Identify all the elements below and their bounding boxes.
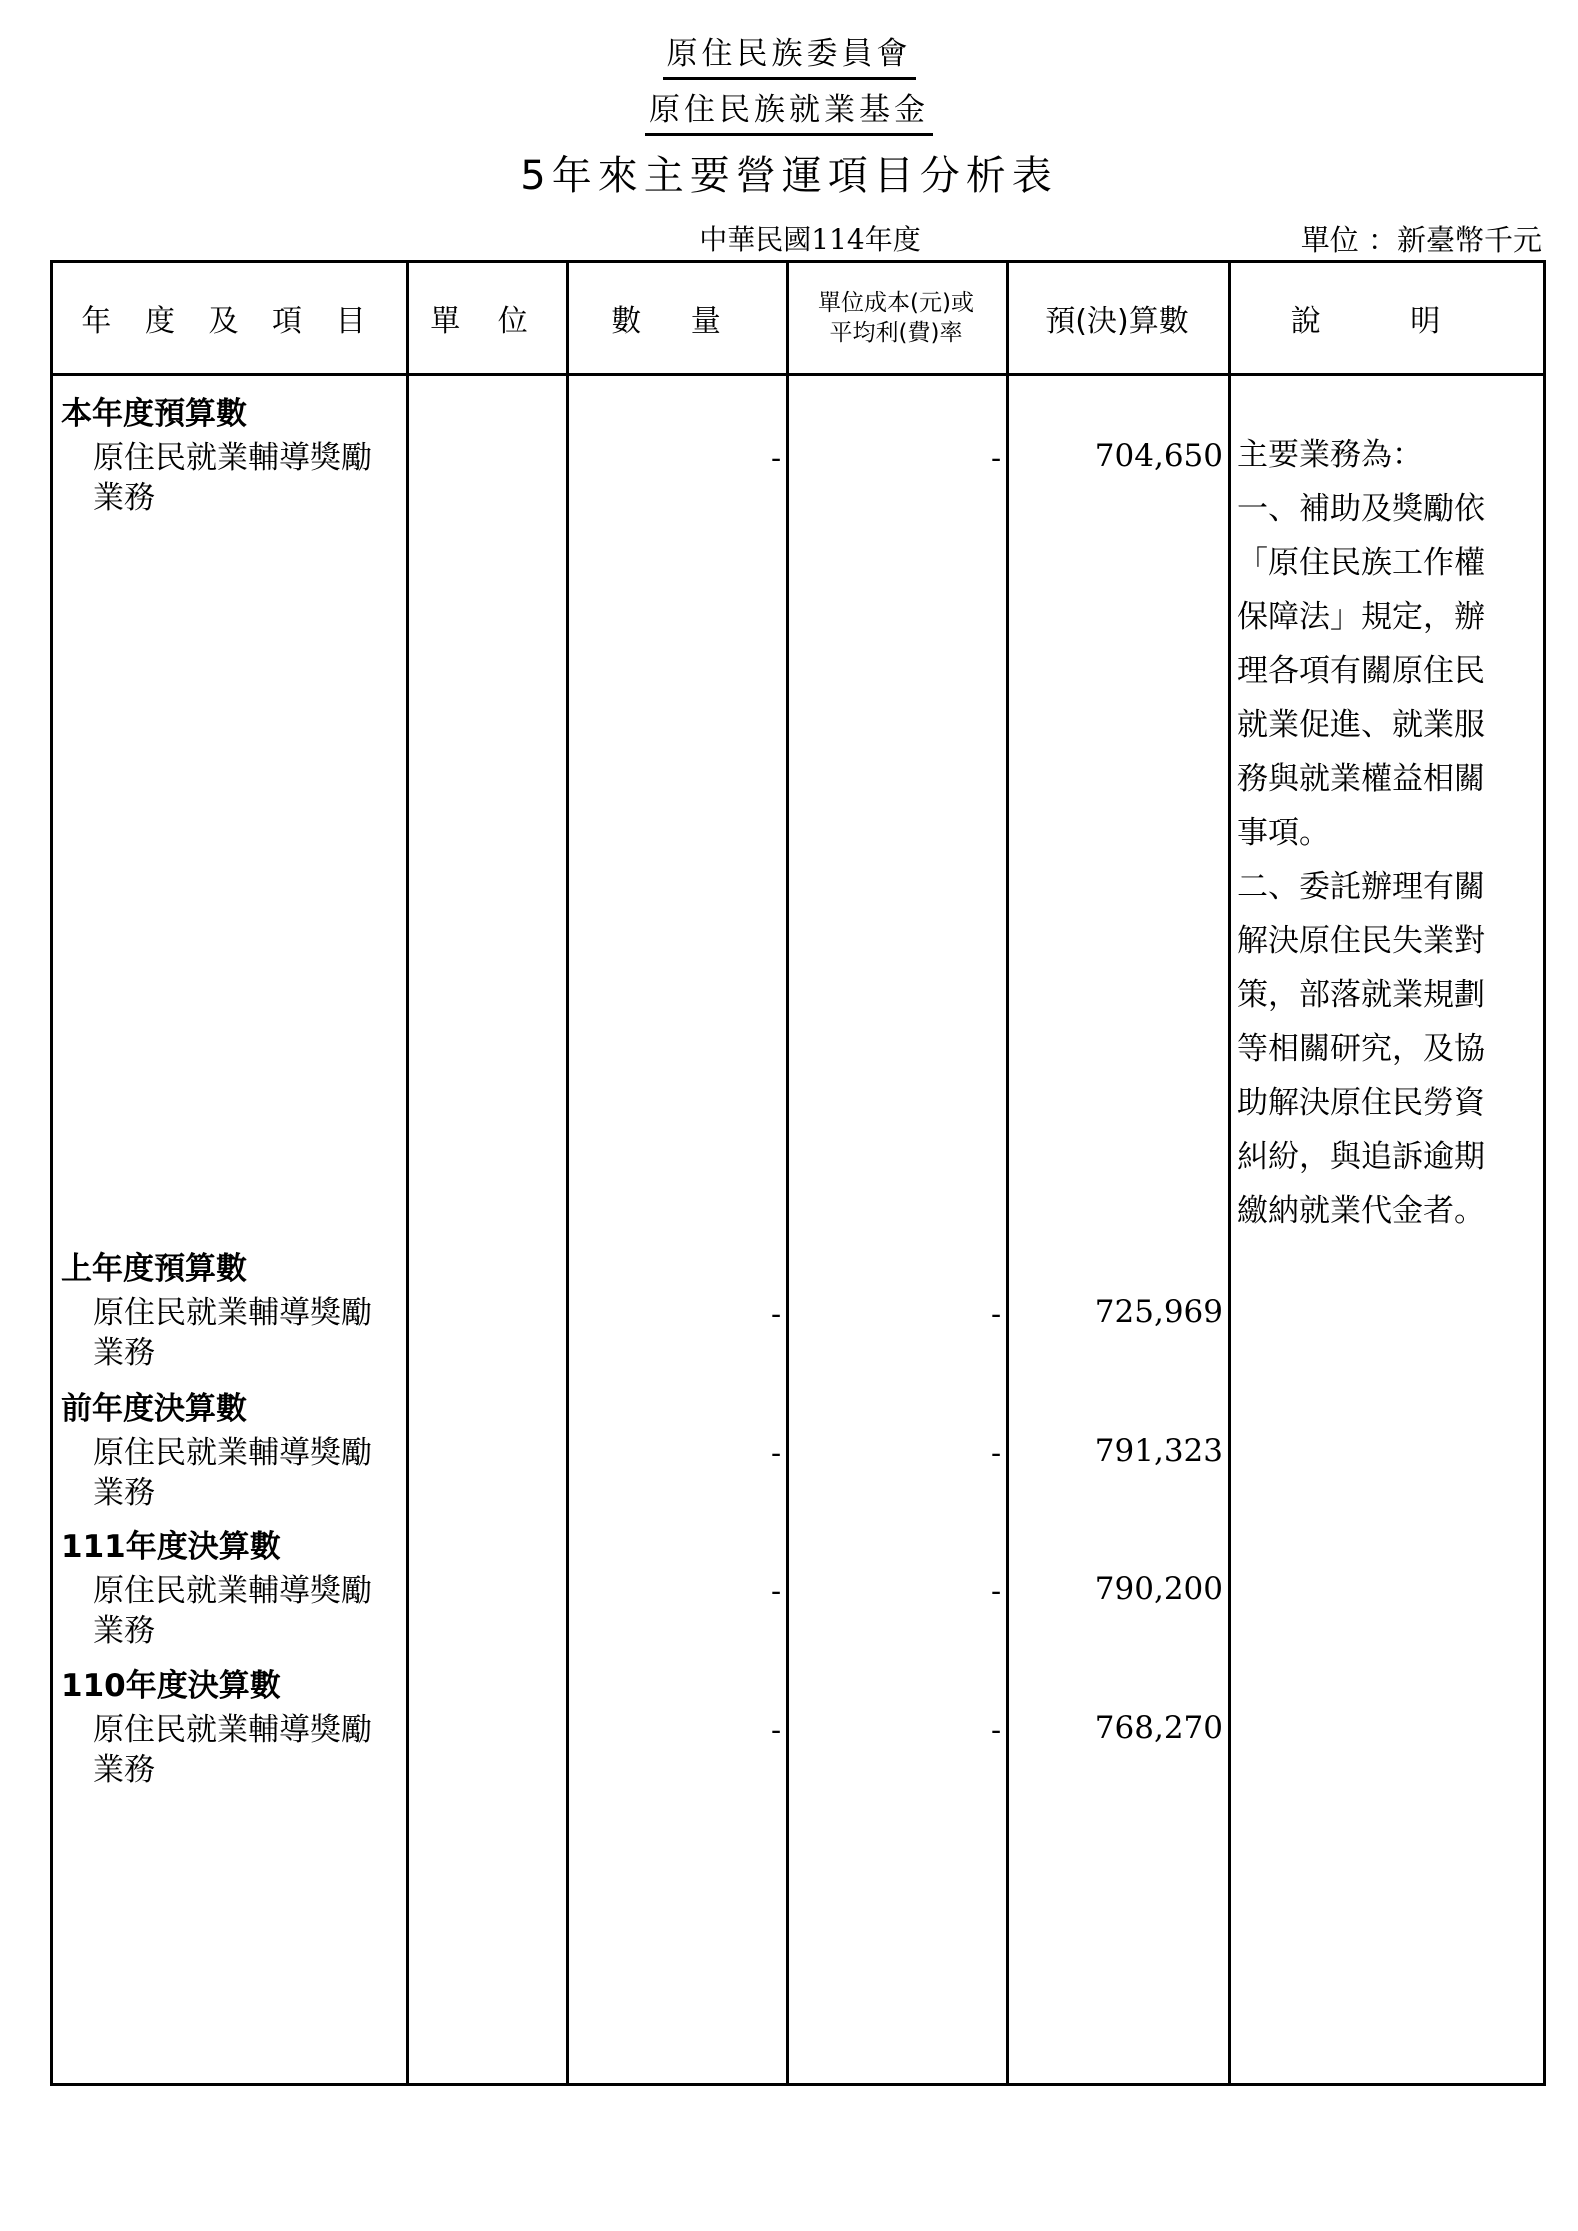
- budget-amount: 790,200: [1094, 1571, 1223, 1607]
- section-label: 上年度預算數: [61, 1251, 247, 1287]
- section-label: 111年度決算數: [61, 1529, 281, 1565]
- item-name: [93, 1293, 393, 1373]
- item-name-line2: 業務: [93, 1335, 155, 1371]
- note-line: 「原住民族工作權: [1237, 545, 1485, 581]
- item-name-line1: 原住民就業輔導獎勵: [93, 1295, 372, 1331]
- col-header-unit-cost-line1: 單位成本(元)或: [818, 290, 974, 316]
- note-line: 助解決原住民勞資: [1237, 1085, 1485, 1121]
- item-name: [93, 1710, 393, 1790]
- unit-cost-value: -: [991, 1297, 1002, 1332]
- item-name-line1: 原住民就業輔導獎勵: [93, 1712, 372, 1748]
- note-line: 就業促進、就業服: [1237, 707, 1485, 743]
- col-header-quantity: 數 量: [611, 304, 741, 339]
- budget-amount: 791,323: [1094, 1433, 1223, 1469]
- unit-cost-value: -: [991, 1713, 1002, 1748]
- column-divider: [1228, 263, 1231, 2083]
- header-divider: [53, 373, 1543, 376]
- description-note: [1237, 428, 1533, 1238]
- column-divider: [566, 263, 569, 2083]
- col-header-note: 說 明: [1290, 304, 1481, 339]
- note-line: 策，部落就業規劃: [1237, 977, 1485, 1013]
- note-line: 主要業務為：: [1237, 437, 1423, 473]
- page-title: 5年來主要營運項目分析表: [520, 153, 1058, 199]
- col-header-unit-cost: [786, 263, 1006, 373]
- item-name-line1: 原住民就業輔導獎勵: [93, 1435, 372, 1471]
- item-name-line2: 業務: [93, 480, 155, 516]
- budget-amount: 768,270: [1094, 1710, 1223, 1746]
- currency-unit: 單位 ：新臺幣千元: [1300, 223, 1542, 257]
- item-name-line1: 原住民就業輔導獎勵: [93, 1573, 372, 1609]
- quantity-value: -: [771, 1436, 782, 1471]
- org-name: 原住民族委員會: [0, 28, 1578, 80]
- note-line: 保障法」規定，辦: [1237, 599, 1485, 635]
- note-line: 解決原住民失業對: [1237, 923, 1485, 959]
- quantity-value: -: [771, 441, 782, 476]
- section-label: 本年度預算數: [61, 396, 247, 432]
- unit-cost-value: -: [991, 1574, 1002, 1609]
- column-divider: [1006, 263, 1009, 2083]
- item-name: [93, 1571, 393, 1651]
- note-line: 務與就業權益相關: [1237, 761, 1485, 797]
- analysis-table: [50, 260, 1546, 2086]
- unit-cost-value: -: [991, 1436, 1002, 1471]
- col-header-unit-cost-line2: 平均利(費)率: [829, 320, 963, 346]
- column-divider: [406, 263, 409, 2083]
- item-name-line2: 業務: [93, 1475, 155, 1511]
- quantity-value: -: [771, 1574, 782, 1609]
- budget-amount: 704,650: [1094, 438, 1223, 474]
- note-line: 繳納就業代金者。: [1237, 1193, 1485, 1229]
- item-name: [93, 1433, 393, 1513]
- col-header-item: 年 度 及 項 目: [81, 304, 378, 339]
- note-line: 糾紛，與追訴逾期: [1237, 1139, 1485, 1175]
- item-name-line2: 業務: [93, 1752, 155, 1788]
- item-name-line1: 原住民就業輔導獎勵: [93, 440, 372, 476]
- item-name-line2: 業務: [93, 1613, 155, 1649]
- section-label: 110年度決算數: [61, 1668, 281, 1704]
- quantity-value: -: [771, 1713, 782, 1748]
- note-line: 等相關研究，及協: [1237, 1031, 1485, 1067]
- note-line: 事項。: [1237, 815, 1330, 851]
- quantity-value: -: [771, 1297, 782, 1332]
- col-header-budget: 預(決)算數: [1045, 304, 1189, 339]
- unit-cost-value: -: [991, 441, 1002, 476]
- fiscal-year: 中華民國114年度: [699, 223, 921, 256]
- col-header-unit: 單 位: [430, 304, 542, 339]
- note-line: 一、補助及獎勵依: [1237, 491, 1485, 527]
- budget-amount: 725,969: [1094, 1294, 1223, 1330]
- item-name: [93, 438, 393, 518]
- fund-name: 原住民族就業基金: [0, 84, 1578, 136]
- column-divider: [786, 263, 789, 2083]
- section-label: 前年度決算數: [61, 1391, 247, 1427]
- note-line: 二、委託辦理有關: [1237, 869, 1485, 905]
- note-line: 理各項有關原住民: [1237, 653, 1485, 689]
